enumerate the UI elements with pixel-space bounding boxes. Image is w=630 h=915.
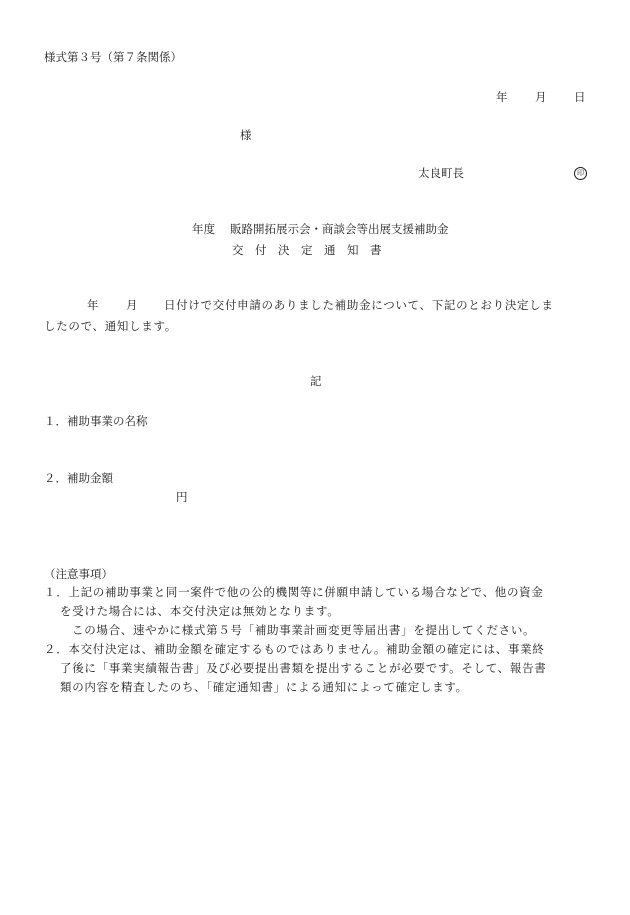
item-1-label: １．補助事業の名称: [44, 414, 148, 428]
note-1-line-3: この場合、速やかに様式第５号「補助事業計画変更等届出書」を提出してください。: [72, 623, 536, 637]
note-2-line-3: 類の内容を精査したのち、「確定通知書」による通知によって確定します。: [60, 680, 468, 694]
title-year-prefix: 年度: [192, 222, 215, 236]
note-2-line-2: 了後に「事業実績報告書」及び必要提出書類を提出することが必要です。そして、報告書: [60, 661, 547, 675]
form-label: 様式第３号（第７条関係）: [44, 50, 182, 64]
issuer-name: 太良町長: [418, 166, 464, 180]
amount-unit: 円: [176, 490, 188, 504]
date-year: 年: [496, 90, 508, 104]
note-1-line-2: を受けた場合には、本交付決定は無効となります。: [60, 604, 340, 618]
ki-heading: 記: [310, 374, 322, 388]
body-line2: したので、通知します。: [44, 319, 177, 333]
addressee-suffix: 様: [240, 128, 252, 142]
notes-heading: （注意事項）: [44, 567, 113, 581]
body-year: 年: [87, 298, 99, 312]
title-subsidy-name: 販路開拓展示会・商談会等出展支援補助金: [230, 222, 449, 236]
note-2-line-1: ２．本交付決定は、補助金額を確定するものではありません。補助金額の確定には、事業終: [44, 642, 545, 656]
body-line1-rest: 日付けで交付申請のありました補助金について、下記のとおり決定しま: [164, 298, 554, 312]
note-1-line-1: １．上記の補助事業と同一案件で他の公的機関等に併願申請している場合などで、他の資金: [44, 585, 544, 599]
title-line-2: 交 付 決 定 通 知 書: [232, 243, 382, 257]
date-month: 月: [535, 90, 547, 104]
item-2-label: ２．補助金額: [44, 471, 113, 485]
seal-mark: 印: [574, 167, 587, 180]
body-month: 月: [126, 298, 138, 312]
date-day: 日: [574, 90, 586, 104]
